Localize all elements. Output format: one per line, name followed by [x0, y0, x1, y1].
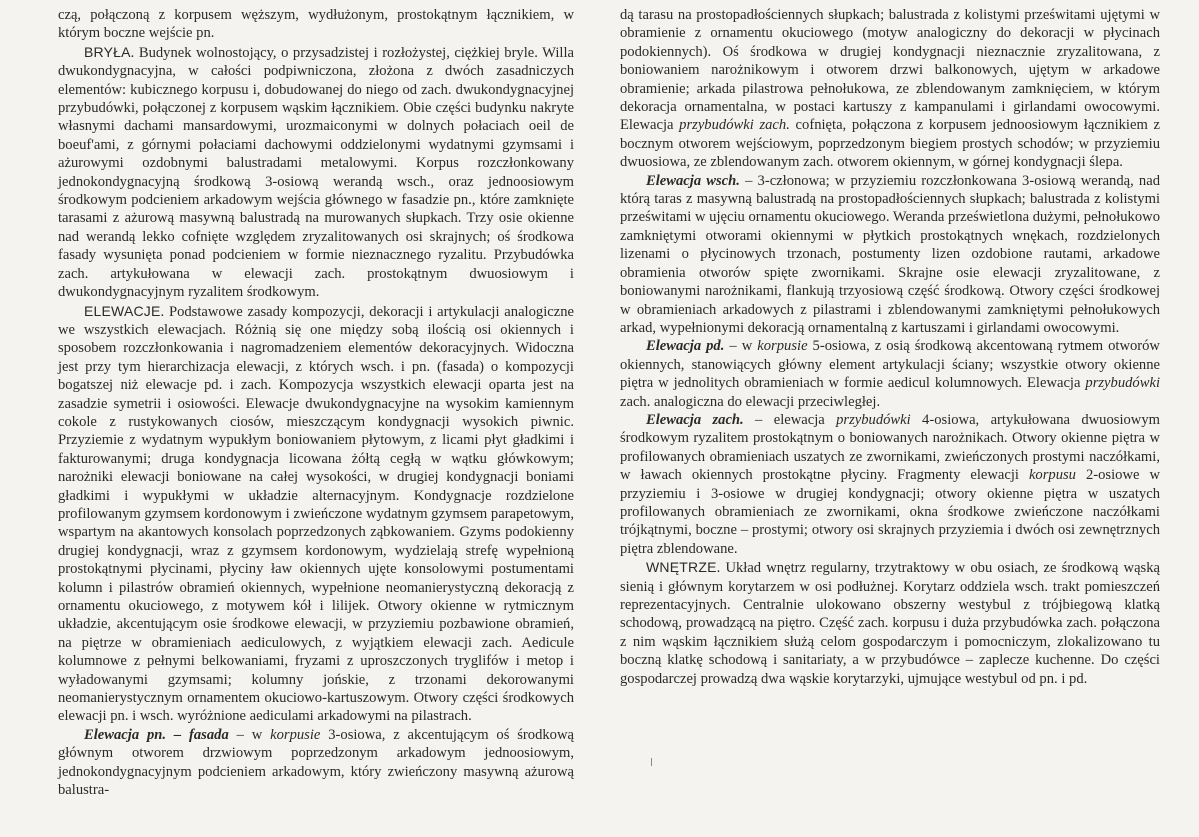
- italic-term: korpusu: [1028, 467, 1076, 484]
- paragraph-bryla: [58, 43, 574, 302]
- paragraph-text: – elewacja: [743, 411, 837, 428]
- section-heading-elewacje: ELEWACJE: [84, 302, 161, 319]
- paragraph-text: 3-osiowa, z akcentującym oś środkową głównym otworem drzwiowym poprzedzonym arkadowym jednoosiowym, jednokondygnacyjnym podcieniem arkadowym, który zwieńczony masywną ażurową balustra-: [58, 726, 574, 799]
- paragraph-text: . Budynek wolnostojący, o przysadzistej i rozłożystej, ciężkiej bryle. Willa dwukondygnacyjna, w całości podpiwniczona, złożona z dwóch zasadniczych elementów: kubicznego korpusu i, dobudowanej do niego od zach. dwukondygnacyjnej przybudówki, połączonej z korpusem wąskim łącznikiem. Obie części budynku nakryte własnymi dachami mansardowymi, urozmaiconymi w dolnych połaciach oeil de boeuf'ami, z górnymi połaciami dachowymi oddzielonymi wydatnymi gzymsami i ażurowymi ozdobnymi balustradami metalowymi. Korpus rozczłonkowany jednokondygnacyjną środkową 3-osiową werandą wsch., oraz jednoosiowym środkowym podcieniem arkadowym wejścia głównego w fasadzie pn., które zamknięte tarasami z ażurową masywną balustradą na murowanych słupkach. Trzy osie okienne nad werandą lekko cofnięte względem zryzalitowanych osi skrajnych; oś środkowa fasady wysunięta ponad podcieniem w formie nieznacznego ryzalitu. Przybudówka zach. artykułowana w elewacji zach. prostokątnym dwuosiowym i dwukondygnacyjnym ryzalitem środkowym.: [58, 44, 574, 301]
- left-column: [58, 6, 574, 799]
- paragraph-elewacja-pd: [620, 337, 1160, 411]
- italic-term: korpusie: [757, 338, 808, 355]
- italic-term: przybudówki: [1085, 375, 1160, 392]
- paragraph-text: – w: [724, 338, 758, 355]
- paragraph-text: 4-osiowa, artykułowana dwuosiowym środkowym ryzalitem prostokątnym o boniowanych narożnikach. Otwory okienne piętra w profilowanych obramieniach uszatych ze zwornikami, zwieńczonych prostymi naczółkami, w ławach okiennych prostokątne płyciny. Fragmenty elewacji: [620, 411, 1160, 484]
- paragraph-text: – 3-członowa; w przyziemiu rozczłonkowana 3-osiową werandą, nad którą taras z masywną balustradą na prostopadłościennych słupkach; balustrada z kolistymi prześwitami w ujęciu ornamentu okuciowego. Weranda prześwietlona dużymi, pełnołukowo zamkniętymi otworami okiennymi w płytkich prostokątnych wnękach, rozdzielonych lizenami o płycinowych trzonach, postumenty lizen ozdobione rautami, arkadowe obramienia otworów spięte zwornikami. Skrajne osie elewacji zryzalitowane, z boniowanymi narożnikami, flankują trzyosiową część środkową. Otwory części środkowej w obramieniach arkadowych z pilastrami i zblendowanymi zamkniętymi pełnołukowych arkad, wypełnionymi dekoracją ornamentalną z kartuszami i girlandami owocowymi.: [620, 172, 1160, 336]
- subheading-elewacja-zach: Elewacja zach.: [646, 411, 744, 428]
- italic-term: przybudówki: [836, 411, 911, 428]
- paragraph-elewacja-zach: [620, 411, 1160, 558]
- paragraph-text: 2-osiowe w przyziemiu i 3-osiowe w drugiej kondygnacji; otwory okienne piętra w uszatych profilowanych obramieniach ze zwornikami, okna środkowe zwieńczone naczółkami trójkątnymi, boczne – prostymi; otwory osi skrajnych przyziemia i dwóch osi zewnętrznych piętra zblendowane.: [620, 467, 1160, 557]
- paragraph-text: dą tarasu na prostopadłościennych słupkach; balustrada z kolistymi prześwitami ujętymi w obramienie z ornamentu okuciowego (motyw analogiczny do dekoracji w płycinach podokiennych). Oś środkowa w drugiej kondygnacji nieznacznie zryzalitowana, z boniowaniem narożnikowym i otworem drzwi balkonowych, ujętym w arkadowe obramienie; arkada pilastrowa pełnołukowa, ze zblendowanym zamknięciem, w którym dekoracja ornamentalna, w postaci kartuszy z kampanulami i girlandami owocowymi. Elewacja: [620, 7, 1160, 134]
- italic-term: przybudówki zach.: [679, 117, 790, 134]
- paragraph-text: . Podstawowe zasady kompozycji, dekoracji i artykulacji analogiczne we wszystkich elewacjach. Różnią się one między sobą ilością osi okiennych i sposobem rozczłonkowania i nagromadzeniem elementów dekoracyjnych. Widoczna jest przy tym hierarchizacja elewacji, z których wsch. i pn. (fasada) o kompozycji bogatszej niż elewacje pd. i zach. Kompozycja wszystkich elewacji oparta jest na zasadzie symetrii i osiowości. Elewacje dwukondygnacyjne na wysokim kamiennym cokole z rustykowanych ciosów, mieszczącym kondygnacji wysokich piwnic. Przyziemie z wydatnym wypukłym boniowaniem płytowym, z licami płyt gładkimi i fakturowanymi; druga kondygnacja licowana żółtą cegłą w wątku główkowym; narożniki elewacji boniowane na całej wysokości, w drugiej kondygnacji boniami gładkimi i wypukłymi w układzie alternacyjnym. Kondygnacje rozdzielone profilowanym gzymsem kordonowym i zwieńczone wydatnym gzymsem parapetowym, wspartym na akantowych konsolach poprzedzonych ząbkowaniem. Gzyms podokienny drugiej kondygnacji, wraz z gzymsem kordonowym, wydzielają strefę wypełnioną prostokątnymi płycinami, płyciny ław okiennych ujęte konsolowymi postumentami kolumn i pilastrów obramień okiennych, wypełnione neomanierystyczną dekoracją z ornamentu okuciowego, z motywem kół i lilijek. Otwory okienne w rytmicznym układzie, akcentującym osie środkowe elewacji, w przyziemiu pozbawione obramień, na piętrze w obramieniach aediculowych, z wyjątkiem elewacji zach. Aedicule kolumnowe z pełnymi belkowaniami, fryzami z uproszczonych tryglifów i metop i wyładowanymi gzymsami; kolumny jońskie, z trzonami dekorowanymi neomanierystycznym ornamentem okuciowo-kartuszowym. Otwory części środkowych elewacji pn. i wsch. wyróżnione aediculami arkadowymi na pilastrach.: [58, 303, 574, 725]
- section-heading-bryla: BRYŁA: [84, 43, 131, 60]
- paragraph-text: . Układ wnętrz regularny, trzytraktowy w obu osiach, ze środkową wąską sienią i głównym korytarzem w osi podłużnej. Korytarz oddziela wsch. trakt pomieszczeń reprezentacyjnych. Centralnie ulokowano obszerny westybul z trójbiegową klatką schodową, prowadzącą na piętro. Część zach. korpusu i duża przybudówka zach. połączona z nim wąskim łącznikiem służą celom gospodarczym i pomocniczym, zlokalizowano tu boczną klatkę schodową i sanitariaty, a w przybudówce – zaplecze kuchenne. Do części gospodarczej prowadzą dwa wąskie korytarzyki, ujmujące westybul od pn. i pd.: [620, 560, 1160, 687]
- italic-term: korpusie: [270, 726, 321, 743]
- paragraph-wnetrze: [620, 558, 1160, 688]
- paragraph-elewacja-pn: [58, 726, 574, 800]
- paragraph-text: – w: [228, 726, 271, 743]
- right-column: [620, 6, 1160, 688]
- paragraph-continuation: [620, 6, 1160, 172]
- subheading-elewacja-wsch: Elewacja wsch.: [646, 172, 740, 189]
- paragraph-text: zach. analogiczna do elewacji przeciwległej.: [620, 393, 881, 410]
- subheading-elewacja-pd: Elewacja pd.: [646, 338, 725, 355]
- scan-mark: [651, 758, 652, 766]
- paragraph-text: czą, połączoną z korpusem węższym, wydłużonym, prostokątnym łącznikiem, w którym boczne wejście pn.: [58, 7, 574, 42]
- paragraph-continuation: [58, 6, 574, 43]
- paragraph-elewacje: [58, 302, 574, 726]
- subheading-elewacja-pn: Elewacja pn. – fasada: [84, 726, 229, 743]
- section-heading-wnetrze: WNĘTRZE: [646, 559, 717, 576]
- paragraph-text: cofnięta, połączona z korpusem jednoosiowym łącznikiem z bocznym otworem wejściowym, poprzedzonym biegiem prostych schodów; w przyziemiu dwuosiowa, ze zblendowanym zach. otworem okiennym, w górnej kondygnacji ślepa.: [620, 117, 1160, 171]
- paragraph-text: 5-osiowa, z osią środkową akcentowaną rytmem otworów okiennych, stanowiących główny element artykulacji ściany; wszystkie otwory okienne piętra w jednolitych obramieniach w formie aedicul kolumnowych. Elewacja: [620, 338, 1160, 392]
- paragraph-elewacja-wsch: [620, 172, 1160, 338]
